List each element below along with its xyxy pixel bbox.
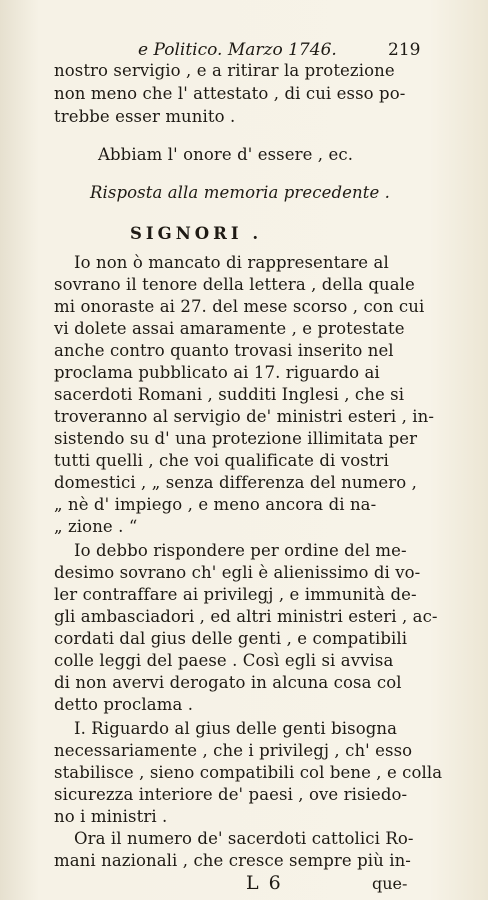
text-line: nostro servigio , e a ritirar la protezione	[54, 61, 395, 80]
text-line: Io non ò mancato di rappresentare al	[74, 253, 389, 272]
salutation: SIGNORI .	[130, 224, 263, 243]
text-line: cordati dal gius delle genti , e compatibili	[54, 629, 408, 648]
text-line: non meno che l' attestato , di cui esso po-	[54, 84, 406, 103]
catchword: que-	[372, 874, 408, 893]
signature-mark: L 6	[246, 872, 283, 894]
text-line: sistendo su d' una protezione illimitata per	[54, 429, 418, 448]
text-line: proclama pubblicato ai 17. riguardo ai	[54, 363, 380, 382]
text-line: sacerdoti Romani , sudditi Inglesi , che si	[54, 385, 405, 404]
text-line: necessariamente , che i privilegj , ch' esso	[54, 741, 413, 760]
text-line: ler contraffare ai privilegj , e immunità de-	[54, 585, 417, 604]
text-line: stabilisce , sieno compatibili col bene , e colla	[54, 763, 443, 782]
running-title: e Politico. Marzo 1746.	[138, 40, 337, 60]
text-line: Io debbo rispondere per ordine del me-	[74, 541, 407, 560]
text-line: no i ministri .	[54, 807, 168, 826]
text-line: gli ambasciadori , ed altri ministri esteri , ac-	[54, 607, 438, 626]
text-line: sovrano il tenore della lettera , della quale	[54, 275, 415, 294]
page-number: 219	[388, 40, 421, 60]
reply-title: Risposta alla memoria precedente .	[90, 183, 391, 202]
text-line: trebbe esser munito .	[54, 107, 236, 126]
text-line: Ora il numero de' sacerdoti cattolici Ro-	[74, 829, 414, 848]
text-line: anche contro quanto trovasi inserito nel	[54, 341, 394, 360]
text-line: di non avervi derogato in alcuna cosa col	[54, 673, 402, 692]
letter-closing: Abbiam l' onore d' essere , ec.	[98, 145, 354, 164]
text-line: tutti quelli , che voi qualificate di vostri	[54, 451, 389, 470]
text-line: mani nazionali , che cresce sempre più in-	[54, 851, 411, 870]
text-line: colle leggi del paese . Così egli si avvisa	[54, 651, 394, 670]
text-line: I. Riguardo al gius delle genti bisogna	[74, 719, 398, 738]
text-line: troveranno al servigio de' ministri esteri , in-	[54, 407, 435, 426]
text-line: detto proclama .	[54, 695, 194, 714]
text-line: sicurezza interiore de' paesi , ove risiedo-	[54, 785, 408, 804]
text-line: „ zione . “	[54, 517, 138, 536]
text-line: desimo sovrano ch' egli è alienissimo di vo-	[54, 563, 421, 582]
text-line: „ nè d' impiego , e meno ancora di na-	[54, 495, 377, 514]
text-line: domestici , „ senza differenza del numero ,	[54, 473, 417, 492]
text-line: mi onoraste ai 27. del mese scorso , con cui	[54, 297, 425, 316]
text-line: vi dolete assai amaramente , e protestate	[54, 319, 405, 338]
